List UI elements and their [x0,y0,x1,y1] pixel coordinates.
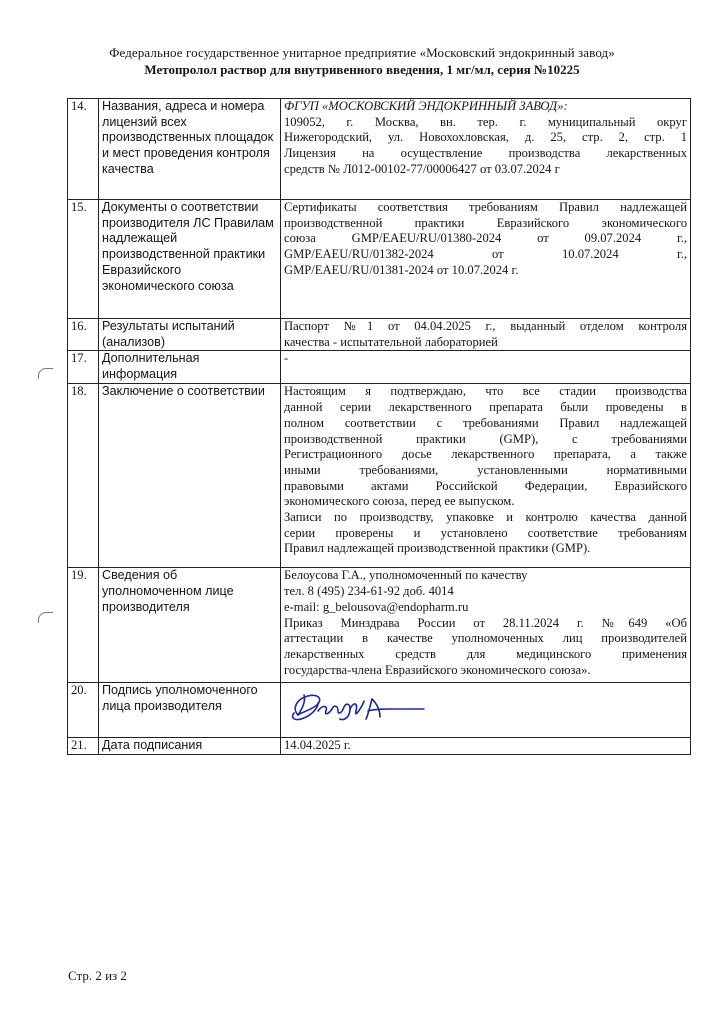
value-line: GMP/EAEU/RU/01382-2024 от 10.07.2024 г., [284,247,687,262]
table-row [68,319,691,351]
value-line: аттестации в качестве уполномоченных лиц производителей [284,631,687,646]
row-label: Названия, адреса и номера лицензий всех производственных площадок и мест проведения контроля качества [99,99,281,200]
value-line: - [284,351,289,366]
header-organization: Федеральное государственное унитарное предприятие «Московский эндокринный завод» [109,45,615,60]
table-row [68,99,691,200]
row-label: Подпись уполномоченного лица производителя [99,683,281,738]
value-line: производственной практики (GMP), с требованиями [284,431,687,446]
value-line: GMP/EAEU/RU/01381-2024 от 10.07.2024 г. [284,262,519,277]
row-value [281,200,691,319]
row-number: 15. [68,200,99,319]
row-label: Заключение о соответствии [99,384,281,568]
value-line: Белоусова Г.А., уполномоченный по качеству [284,568,528,583]
handwritten-signature-icon [284,687,434,733]
value-line: Нижегородский, ул. Новохохловская, д. 25, стр. 2, стр. 1 [284,130,687,145]
row-label: Дополнительная информация [99,351,281,384]
row-number: 14. [68,99,99,200]
email-line: e-mail: g_belousova@endopharm.ru [284,599,469,614]
signature [284,683,687,737]
row-number: 20. [68,683,99,738]
page-number: Стр. 2 из 2 [68,968,127,983]
value-line: качества - испытательной лабораторией [284,334,498,349]
row-number: 21. [68,738,99,755]
row-value [281,99,691,200]
signing-date: 14.04.2025 г. [284,738,351,753]
table-row [68,351,691,384]
value-line: Записи по производству, упаковке и контролю качества данной [284,510,687,525]
value-line: полном соответствии с требованиями Правил надлежащей [284,415,687,430]
value-line: Правил надлежащей производственной практики (GMP). [284,541,591,556]
value-line: лекарственных средств для медицинского применения [284,646,687,661]
row-value [281,319,691,351]
row-number: 17. [68,351,99,384]
row-value [281,351,691,384]
signature-cell [281,683,691,738]
table-row [68,683,691,738]
table-row [68,738,691,755]
manufacturer-name: ФГУП «МОСКОВСКИЙ ЭНДОКРИННЫЙ ЗАВОД»: [284,99,568,113]
value-line: серии проверены и установлено соответствие требованиям [284,525,687,540]
value-line: союза GMP/EAEU/RU/01380-2024 от 09.07.2024 г., [284,231,687,246]
value-line: экономического союза, перед ее выпуском. [284,494,515,509]
row-value [281,568,691,683]
table-row [68,568,691,683]
row-label: Результаты испытаний (анализов) [99,319,281,351]
row-label: Документы о соответствии производителя ЛС Правилам надлежащей производственной практики Евразийского экономического союза [99,200,281,319]
scan-margin-mark [38,368,53,379]
value-line: Лицензия на осуществление производства лекарственных [284,146,687,161]
value-line: государства-члена Евразийского экономического союза». [284,662,591,677]
value-line: Паспорт №1 от 04.04.2025 г., выданный отделом контроля [284,319,687,333]
row-number: 19. [68,568,99,683]
header-product-title: Метопролол раствор для внутривенного введения, 1 мг/мл, серия №10225 [144,62,580,77]
value-line: данной серии лекарственного препарата были проведены в [284,400,687,415]
value-line: иными требованиями, установленными нормативными [284,462,687,477]
row-value [281,384,691,568]
phone-line: тел. 8 (495) 234-61-92 доб. 4014 [284,584,454,599]
scan-margin-mark [38,612,53,623]
value-line: Регистрационного досье лекарственного препарата, а также [284,447,687,462]
row-number: 18. [68,384,99,568]
row-number: 16. [68,319,99,351]
value-line: Сертификаты соответствия требованиям Правил надлежащей [284,200,687,214]
value-line: правовыми актами Российской Федерации, Евразийского [284,478,687,493]
value-line: 109052, г. Москва, вн. тер. г. муниципальный округ [284,114,687,129]
certificate-table [67,98,691,755]
row-label: Сведения об уполномоченном лице производителя [99,568,281,683]
row-label: Дата подписания [99,738,281,755]
table-row [68,200,691,319]
value-line: средств № Л012-00102-77/00006427 от 03.07.2024 г [284,161,560,176]
value-line: производственной практики Евразийского экономического [284,215,687,230]
row-value [281,738,691,755]
table-row [68,384,691,568]
value-line: Настоящим я подтверждаю, что все стадии производства [284,384,687,399]
value-line: Приказ Минздрава России от 28.11.2024 г. №649 «Об [284,615,687,630]
